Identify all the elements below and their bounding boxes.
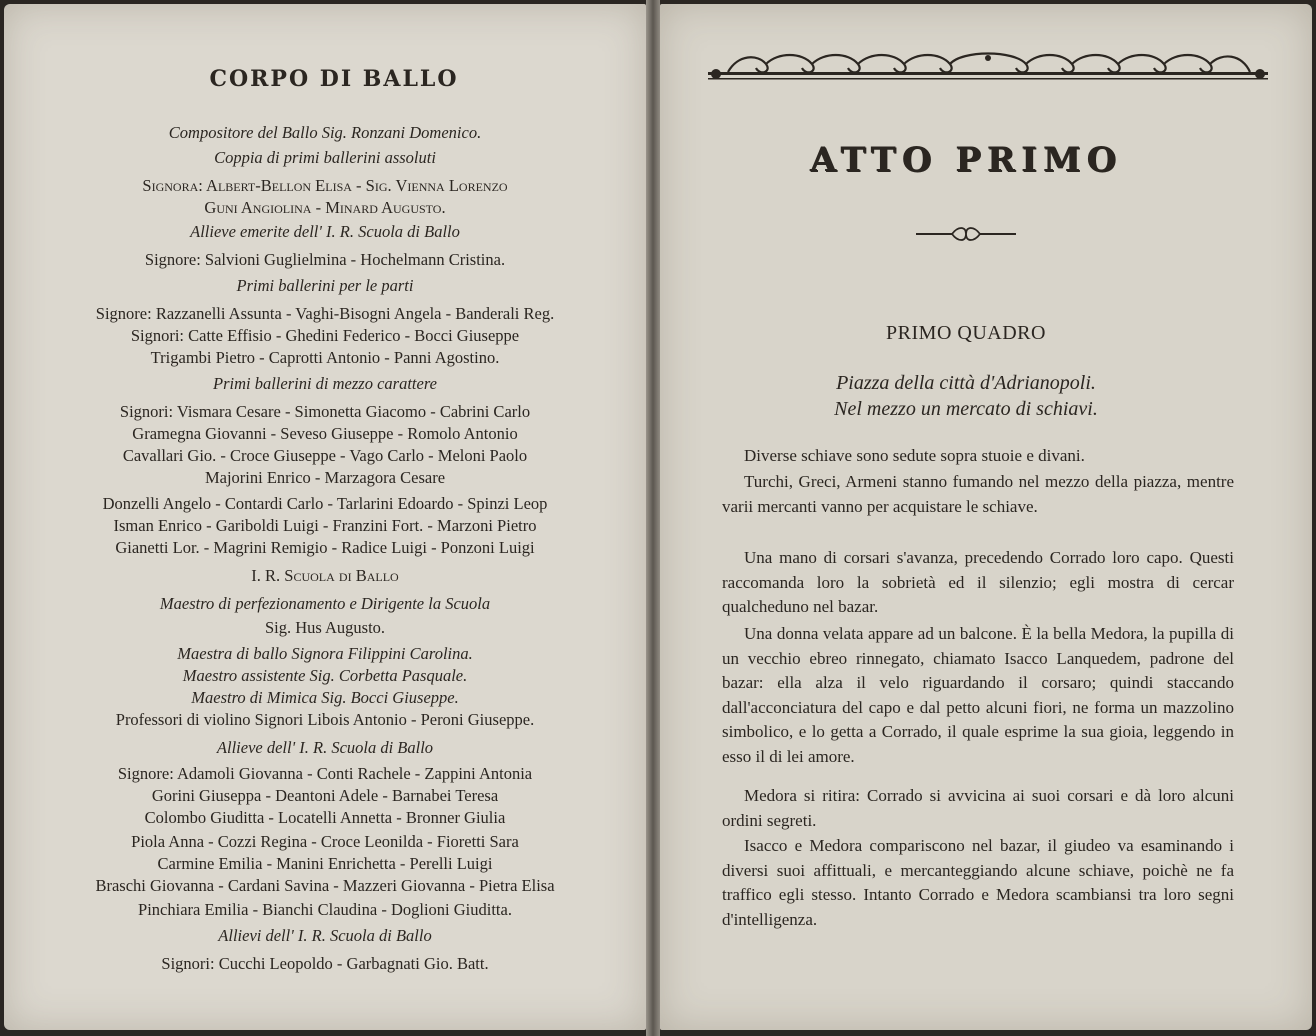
- small-ornament: [916, 226, 1016, 242]
- description-paragraph: Diverse schiave sono sedute sopra stuoie e divani.: [744, 446, 1085, 465]
- decorative-border-ornament: [708, 48, 1268, 88]
- setting-line-1: Piazza della città d'Adrianopoli.: [836, 372, 1096, 394]
- description-paragraph: Una mano di corsari s'avanza, precedendo Corrado loro capo. Questi raccomanda loro la sobrietà ed il silenzio; egli mostra di cercar qualcheduno nel bazar.: [722, 548, 1234, 616]
- cast-line: Maestro di perfezionamento e Dirigente la Scuola: [159, 594, 491, 613]
- cast-line: Signori: Catte Effisio - Ghedini Federico - Bocci Giuseppe: [130, 326, 520, 345]
- book-gutter: [646, 0, 660, 1036]
- cast-line: Signori: Vismara Cesare - Simonetta Giacomo - Cabrini Carlo: [119, 402, 531, 421]
- cast-line: Trigambi Pietro - Caprotti Antonio - Panni Agostino.: [150, 348, 500, 367]
- cast-line: Cavallari Gio. - Croce Giuseppe - Vago Carlo - Meloni Paolo: [122, 446, 528, 465]
- cast-line: Pinchiara Emilia - Bianchi Claudina - Doglioni Giuditta.: [138, 900, 512, 919]
- description-paragraph: Una donna velata appare ad un balcone. È la bella Medora, la pupilla di un vecchio ebreo rinnegato, chiamato Isacco Lanquedem, padrone del bazar: ella alza il velo riguardando il corsaro; quindi staccando dall'acconciatura del capo e dal petto alcuni fiori, ne forma un mazzolino simbolico, e lo getta a Corrado, il quale esprime la sua gioia, leggendo in esso il di lei amore.: [722, 624, 1234, 766]
- cast-line: Isman Enrico - Gariboldi Luigi - Franzini Fort. - Marzoni Pietro: [113, 516, 537, 535]
- cast-line: Signore: Razzanelli Assunta - Vaghi-Bisogni Angela - Banderali Reg.: [95, 304, 555, 323]
- cast-line: Guni Angiolina - Minard Augusto.: [204, 198, 446, 217]
- cast-line: Coppia di primi ballerini assoluti: [214, 148, 436, 167]
- cast-line: Colombo Giuditta - Locatelli Annetta - Bronner Giulia: [144, 808, 506, 827]
- cast-line: Maestro di Mimica Sig. Bocci Giuseppe.: [191, 688, 459, 707]
- page-title: CORPO DI BALLO: [209, 66, 459, 92]
- cast-line: Signora: Albert-Bellon Elisa - Sig. Vienna Lorenzo: [142, 176, 508, 195]
- cast-line: Majorini Enrico - Marzagora Cesare: [204, 468, 446, 487]
- description-paragraph: Turchi, Greci, Armeni stanno fumando nel mezzo della piazza, mentre varii mercanti vanno per acquistare le schiave.: [722, 472, 1234, 516]
- cast-line: Compositore del Ballo Sig. Ronzani Domenico.: [168, 123, 482, 142]
- cast-line: Gianetti Lor. - Magrini Remigio - Radice Luigi - Ponzoni Luigi: [115, 538, 535, 557]
- cast-line: Carmine Emilia - Manini Enrichetta - Perelli Luigi: [157, 854, 493, 873]
- cast-line: Primi ballerini per le parti: [236, 276, 414, 295]
- cast-line: Sig. Hus Augusto.: [264, 618, 386, 637]
- cast-line: Gorini Giuseppa - Deantoni Adele - Barnabei Teresa: [151, 786, 499, 805]
- act-title: ATTO PRIMO: [809, 140, 1123, 180]
- cast-line: Professori di violino Signori Libois Antonio - Peroni Giuseppe.: [115, 710, 535, 729]
- setting-line-2: Nel mezzo un mercato di schiavi.: [834, 398, 1098, 420]
- cast-line: Maestro assistente Sig. Corbetta Pasquale.: [182, 666, 468, 685]
- left-page: [4, 4, 646, 1030]
- cast-line: Braschi Giovanna - Cardani Savina - Mazzeri Giovanna - Pietra Elisa: [95, 876, 555, 895]
- cast-line: Signore: Adamoli Giovanna - Conti Rachele - Zappini Antonia: [117, 764, 533, 783]
- cast-line: Allievi dell' I. R. Scuola di Ballo: [218, 926, 432, 945]
- scene-title: PRIMO QUADRO: [886, 322, 1046, 344]
- cast-line: Signore: Salvioni Guglielmina - Hochelmann Cristina.: [144, 250, 506, 269]
- cast-line: Signori: Cucchi Leopoldo - Garbagnati Gio. Batt.: [161, 954, 489, 973]
- cast-line: Gramegna Giovanni - Seveso Giuseppe - Romolo Antonio: [132, 424, 518, 443]
- description-paragraph: Isacco e Medora compariscono nel bazar, il giudeo va esaminando i diversi suoi affittuali, e mercanteggiando alcune schiave, poichè ne fa traffico egli stesso. Intanto Corrado e Medora scambiansi tra loro segni d'intelligenza.: [722, 836, 1234, 929]
- cast-line: Primi ballerini di mezzo carattere: [213, 374, 437, 393]
- cast-line: I. R. Scuola di Ballo: [251, 566, 399, 585]
- description-paragraph: Medora si ritira: Corrado si avvicina ai suoi corsari e dà loro alcuni ordini segreti.: [722, 786, 1234, 830]
- cast-line: Allieve emerite dell' I. R. Scuola di Ballo: [190, 222, 460, 241]
- cast-line: Piola Anna - Cozzi Regina - Croce Leonilda - Fioretti Sara: [131, 832, 519, 851]
- cast-line: Donzelli Angelo - Contardi Carlo - Tarlarini Edoardo - Spinzi Leop: [102, 494, 548, 513]
- right-page: [660, 4, 1312, 1030]
- cast-line: Allieve dell' I. R. Scuola di Ballo: [216, 738, 434, 757]
- cast-line: Maestra di ballo Signora Filippini Carolina.: [177, 644, 473, 663]
